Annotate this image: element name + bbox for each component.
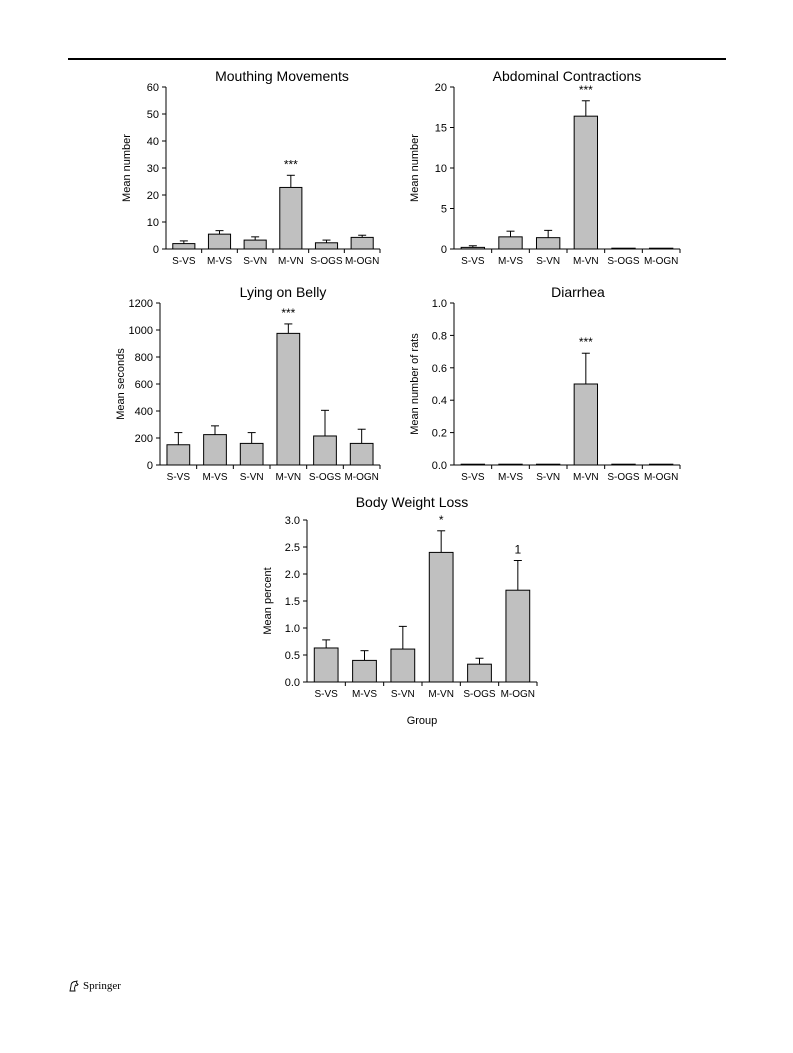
bar: [277, 333, 300, 465]
bar: [314, 648, 338, 682]
x-tick-label: M-OGN: [643, 256, 679, 267]
bar: [429, 552, 453, 682]
y-axis-label: Mean number: [121, 134, 133, 202]
bar: [499, 464, 522, 465]
y-axis-label: Mean percent: [262, 567, 274, 635]
x-tick-label: M-VS: [352, 689, 377, 700]
x-tick-label: S-VN: [243, 256, 268, 267]
x-tick-label: S-OGS: [607, 472, 640, 483]
x-tick-label: M-OGN: [344, 472, 379, 483]
bar: [391, 649, 415, 682]
diarrhea-chart: [404, 281, 694, 496]
bar: [461, 247, 484, 249]
y-tick-label: 20: [146, 190, 159, 202]
bar: [351, 237, 373, 249]
significance-label: 1: [514, 542, 522, 557]
y-tick-label: 0: [146, 460, 153, 472]
y-tick-label: 30: [146, 163, 159, 175]
y-tick-label: 1.5: [284, 596, 300, 608]
bar: [506, 590, 530, 682]
x-tick-label: M-VS: [498, 256, 523, 267]
x-tick-label: S-VS: [461, 472, 485, 483]
x-tick-label: M-VN: [278, 256, 304, 267]
bar: [536, 464, 559, 465]
x-tick-label: M-VS: [202, 472, 228, 483]
bar: [499, 237, 522, 249]
y-tick-label: 2.0: [284, 569, 300, 581]
x-tick-label: S-VS: [314, 689, 338, 700]
chart-title: Lying on Belly: [239, 284, 327, 300]
y-tick-label: 200: [134, 433, 153, 445]
bar: [536, 238, 559, 249]
header-rule: [68, 58, 726, 60]
y-tick-label: 10: [146, 217, 159, 229]
x-tick-label: S-VN: [536, 256, 561, 267]
x-tick-label: S-OGS: [310, 256, 343, 267]
x-tick-label: S-VS: [172, 256, 196, 267]
y-tick-label: 1000: [128, 325, 153, 337]
bar: [167, 445, 190, 465]
y-axis-label: Mean number: [409, 134, 421, 202]
x-tick-label: M-OGN: [643, 472, 679, 483]
x-tick-label: M-OGN: [500, 689, 536, 700]
bar: [612, 248, 635, 249]
y-tick-label: 10: [434, 163, 447, 175]
body-weight-loss-chart: [254, 492, 554, 732]
y-tick-label: 600: [134, 379, 153, 391]
significance-label: ***: [578, 335, 593, 350]
y-tick-label: 0: [440, 244, 447, 256]
x-axis-label: Group: [406, 715, 438, 727]
y-tick-label: 40: [146, 136, 159, 148]
y-tick-label: 20: [434, 82, 447, 94]
mouthing-movements-chart: [110, 66, 400, 281]
y-axis-label: Mean number of rats: [409, 333, 421, 435]
y-tick-label: 400: [134, 406, 153, 418]
y-tick-label: 2.5: [284, 542, 300, 554]
y-tick-label: 1.0: [431, 298, 447, 310]
y-tick-label: 5: [440, 203, 447, 216]
bar: [244, 240, 266, 249]
bar: [208, 234, 230, 249]
bar: [204, 435, 227, 465]
y-tick-label: 800: [134, 352, 153, 364]
chart-title: Abdominal Contractions: [492, 68, 642, 84]
y-tick-label: 1.0: [284, 623, 300, 635]
y-tick-label: 1200: [128, 298, 153, 310]
x-tick-label: M-VN: [573, 472, 599, 483]
significance-label: ***: [281, 305, 296, 320]
bar: [350, 443, 373, 465]
bar: [280, 187, 302, 249]
y-tick-label: 0.0: [284, 677, 300, 689]
bar: [612, 464, 635, 465]
bar: [574, 116, 597, 249]
y-tick-label: 3.0: [284, 515, 300, 527]
significance-label: ***: [283, 157, 298, 172]
x-tick-label: M-VN: [275, 472, 302, 483]
chart-title: Diarrhea: [551, 284, 605, 300]
x-tick-label: S-VN: [239, 472, 264, 483]
bar: [240, 443, 263, 465]
springer-horse-icon: [68, 980, 80, 992]
bar: [649, 464, 672, 465]
x-tick-label: S-VN: [536, 472, 561, 483]
bar: [315, 243, 337, 249]
x-tick-label: S-OGS: [308, 472, 342, 483]
x-tick-label: S-VS: [461, 256, 485, 267]
bar: [173, 244, 195, 249]
publisher-name: Springer: [83, 980, 121, 992]
x-tick-label: M-VS: [207, 256, 232, 267]
bar: [353, 660, 377, 682]
y-tick-label: 0.5: [284, 650, 300, 662]
bar: [574, 384, 597, 465]
y-tick-label: 0.4: [431, 395, 447, 408]
y-tick-label: 60: [146, 82, 159, 94]
y-tick-label: 0.6: [431, 362, 447, 375]
x-tick-label: M-OGN: [344, 256, 380, 267]
x-tick-label: S-OGS: [463, 689, 496, 700]
y-tick-label: 0.0: [431, 460, 447, 472]
x-tick-label: S-OGS: [607, 256, 640, 267]
bar: [461, 464, 484, 465]
x-tick-label: S-VS: [166, 472, 191, 483]
bar: [468, 664, 492, 682]
bar: [649, 248, 672, 249]
abdominal-contractions-chart: [404, 66, 694, 281]
x-tick-label: S-VN: [390, 689, 415, 700]
y-axis-label: Mean seconds: [115, 348, 127, 420]
y-tick-label: 15: [434, 122, 447, 135]
chart-title: Mouthing Movements: [215, 68, 349, 84]
y-tick-label: 0.2: [431, 427, 447, 440]
x-tick-label: M-VS: [498, 472, 523, 483]
y-tick-label: 50: [146, 109, 159, 121]
lying-on-belly-chart: [110, 281, 400, 496]
significance-label: ***: [578, 82, 593, 97]
x-tick-label: M-VN: [573, 256, 599, 267]
y-tick-label: 0: [152, 244, 159, 256]
bar: [314, 436, 337, 465]
chart-title: Body Weight Loss: [355, 494, 469, 510]
x-tick-label: M-VN: [428, 689, 454, 700]
significance-label: *: [438, 512, 444, 527]
y-tick-label: 0.8: [431, 330, 447, 343]
publisher-footer: [68, 980, 121, 992]
